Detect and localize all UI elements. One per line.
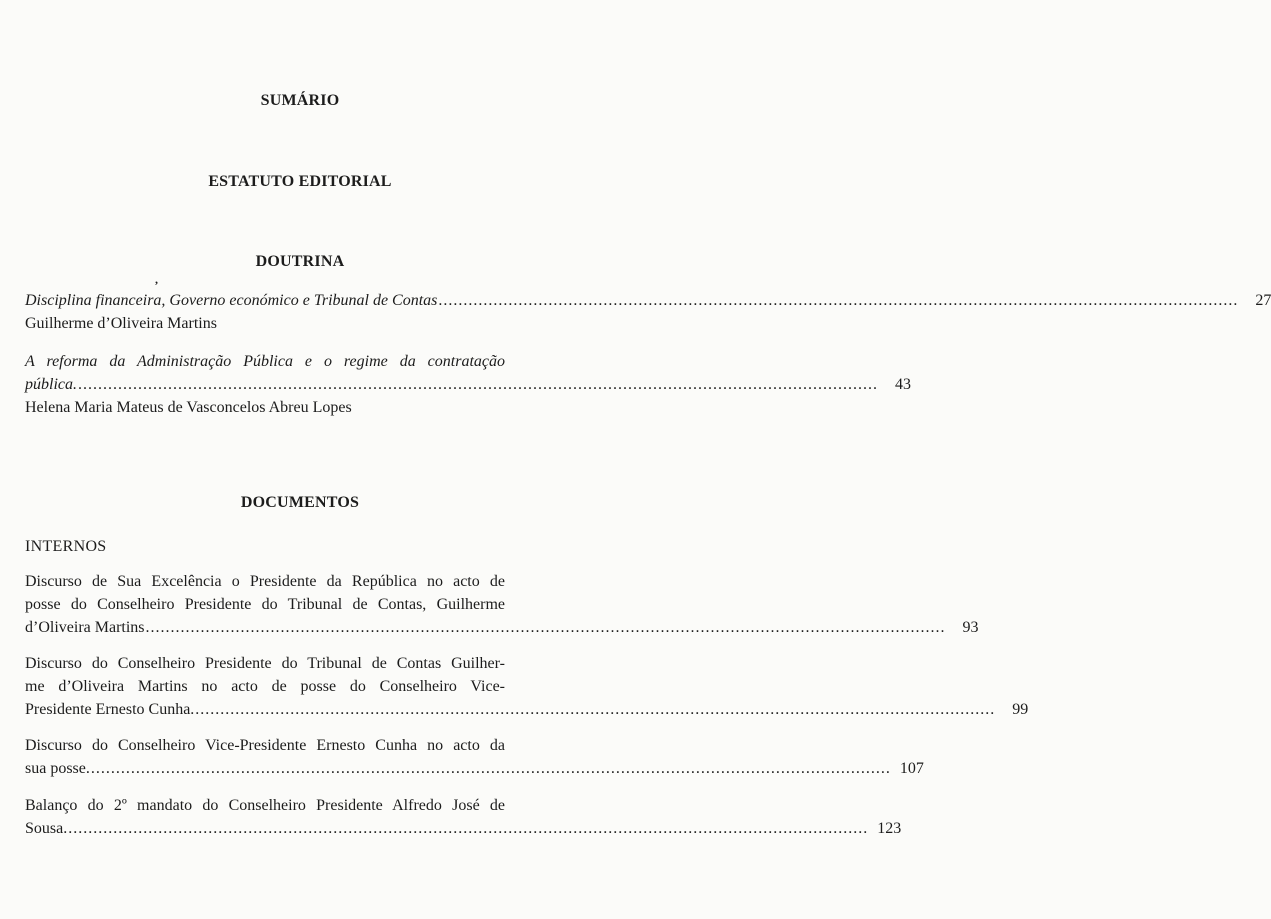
dot-leader: ................................................................................................................................................................ bbox=[438, 292, 1239, 309]
page-number: 27 bbox=[1255, 292, 1271, 309]
page-number: 107 bbox=[899, 760, 924, 777]
entry-text-end: d’Oliveira Martins bbox=[25, 619, 145, 636]
dot-leader: ................................................................................................................................................................ bbox=[68, 820, 869, 837]
entry-text-end: Sousa. bbox=[25, 820, 68, 837]
toc-line bbox=[25, 289, 1271, 312]
entry-text-end: Presidente Ernesto Cunha. bbox=[25, 701, 195, 718]
internos-subheading: INTERNOS bbox=[25, 538, 107, 555]
doutrina-heading: DOUTRINA bbox=[255, 253, 345, 270]
page-number: 99 bbox=[1012, 701, 1029, 718]
entry-text: Discurso de Sua Excelência o Presidente da República no acto de bbox=[25, 573, 505, 590]
page-number: 93 bbox=[962, 619, 979, 636]
entry-text: Discurso do Conselheiro Presidente do Tribunal de Contas Guilher- bbox=[25, 655, 505, 672]
page-number: 43 bbox=[895, 376, 911, 393]
entry-text-end: sua posse. bbox=[25, 760, 90, 777]
entry-title: Disciplina financeira, Governo económico e Tribunal de Contas bbox=[25, 292, 438, 309]
toc-entry bbox=[25, 652, 1029, 721]
entry-title: A reforma da Administração Pública e o regime da contratação bbox=[25, 353, 505, 370]
toc-entry bbox=[25, 734, 924, 780]
toc-line bbox=[25, 616, 979, 639]
dot-leader: ................................................................................................................................................................ bbox=[145, 619, 946, 636]
toc-line bbox=[25, 698, 1029, 721]
editorial-heading: ESTATUTO EDITORIAL bbox=[208, 173, 392, 190]
entry-author: Guilherme d’Oliveira Martins bbox=[25, 315, 217, 332]
toc-entry bbox=[25, 289, 1271, 335]
toc-line bbox=[25, 817, 902, 840]
entry-author: Helena Maria Mateus de Vasconcelos Abreu Lopes bbox=[25, 399, 352, 416]
entry-text: me d’Oliveira Martins no acto de posse do Conselheiro Vice- bbox=[25, 678, 505, 695]
entry-text: Discurso do Conselheiro Vice-Presidente Ernesto Cunha no acto da bbox=[25, 737, 505, 754]
entry-text: Balanço do 2º mandato do Conselheiro Presidente Alfredo José de bbox=[25, 797, 505, 814]
page-title: SUMÁRIO bbox=[260, 92, 340, 109]
dot-leader: ................................................................................................................................................................ bbox=[78, 376, 878, 393]
documentos-heading: DOCUMENTOS bbox=[240, 494, 360, 511]
entry-text: posse do Conselheiro Presidente do Tribunal de Contas, Guilherme bbox=[25, 596, 505, 613]
toc-entry bbox=[25, 570, 979, 639]
dot-leader: ................................................................................................................................................................ bbox=[195, 701, 996, 718]
toc-entry bbox=[25, 794, 902, 840]
toc-line bbox=[25, 373, 911, 396]
dot-leader: ................................................................................................................................................................ bbox=[90, 760, 891, 777]
stray-mark: , bbox=[155, 272, 158, 286]
toc-entry bbox=[25, 350, 911, 419]
entry-title-end: pública. bbox=[25, 376, 77, 393]
toc-line bbox=[25, 757, 924, 780]
page-number: 123 bbox=[877, 820, 902, 837]
